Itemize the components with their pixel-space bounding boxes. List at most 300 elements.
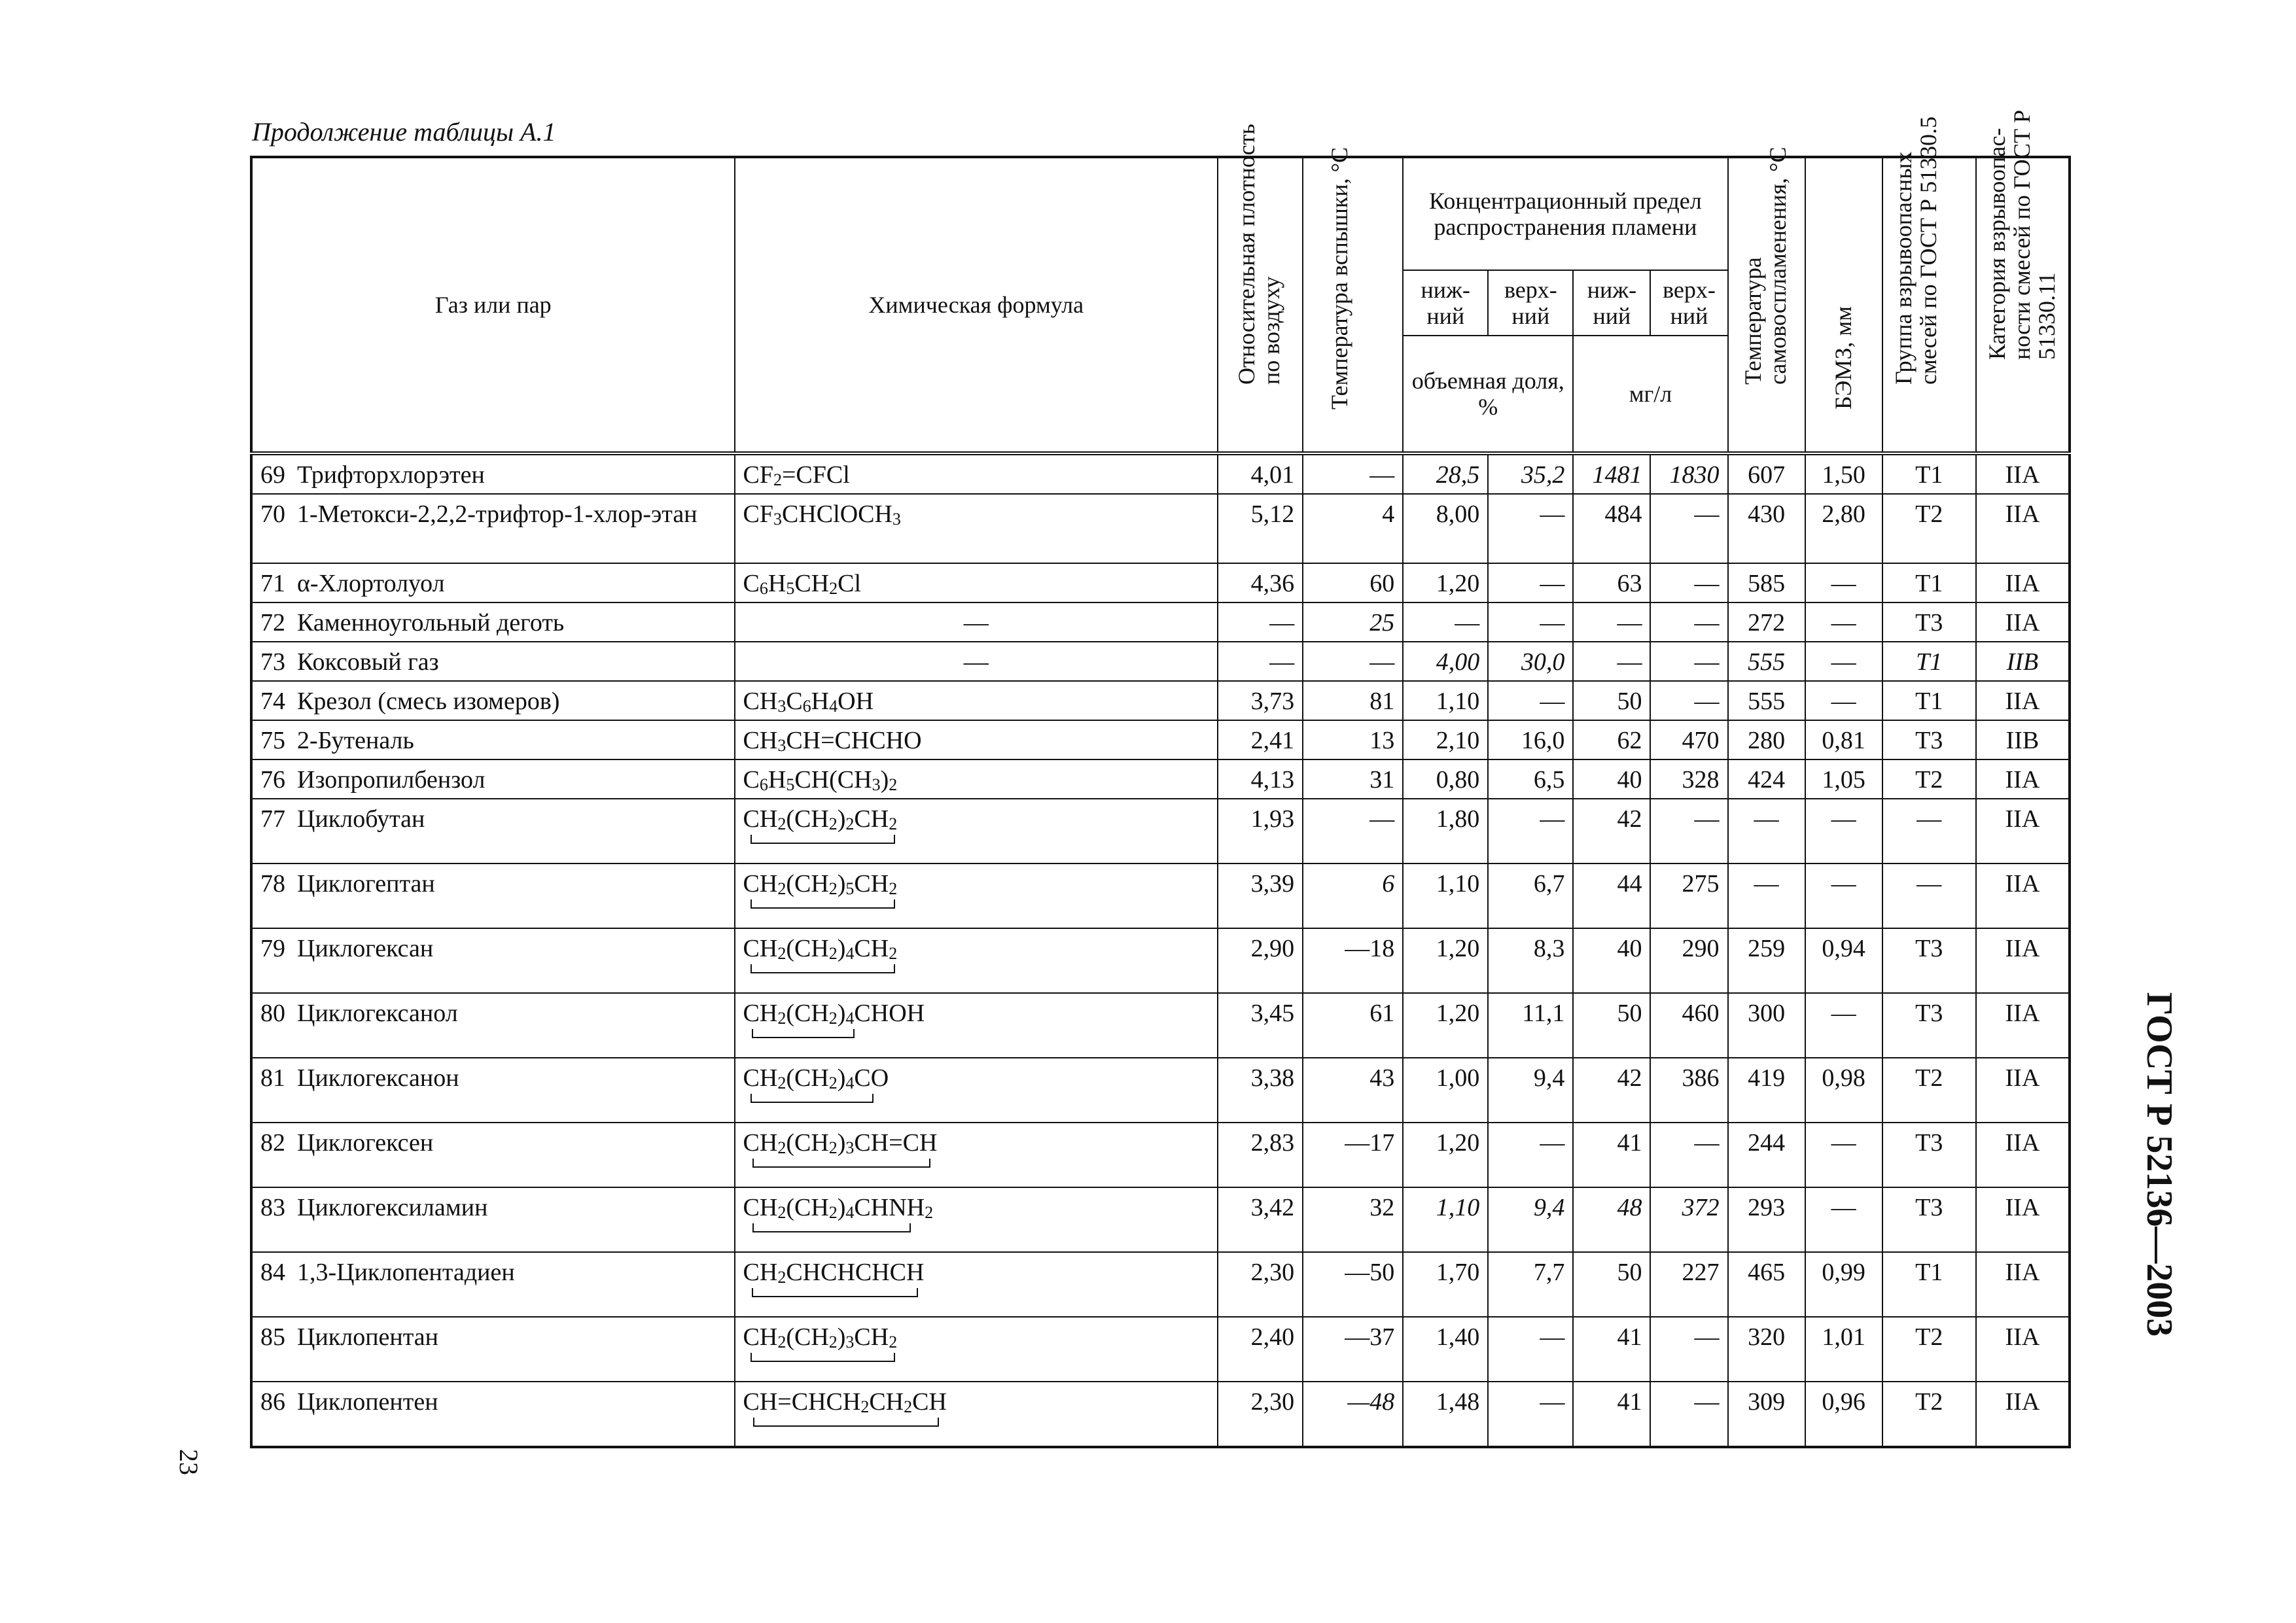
cell-autoignition: 430 bbox=[1728, 494, 1805, 563]
cell-autoignition: 272 bbox=[1728, 602, 1805, 642]
cell-lower-mgl: 50 bbox=[1573, 1252, 1650, 1317]
gas-name: Циклобутан bbox=[297, 805, 425, 833]
cell-autoignition: 585 bbox=[1728, 563, 1805, 602]
cell-autoignition: — bbox=[1728, 799, 1805, 864]
header-lower-mgl: ниж-ний bbox=[1573, 270, 1650, 336]
row-number: 81 bbox=[260, 1064, 285, 1092]
cell-group: T3 bbox=[1882, 1187, 1976, 1252]
cell-gas-name bbox=[251, 1187, 735, 1252]
gas-name: α-Хлортолуол bbox=[297, 570, 445, 597]
cell-category: IIA bbox=[1976, 453, 2070, 494]
cell-density: 2,83 bbox=[1218, 1123, 1303, 1187]
chemical-formula: $CF_3CHClOCH_3$ bbox=[743, 500, 901, 529]
cell-upper-mgl: — bbox=[1650, 563, 1727, 602]
cell-autoignition: 244 bbox=[1728, 1123, 1805, 1187]
gas-name: 2-Бутеналь bbox=[297, 727, 414, 754]
cell-formula bbox=[735, 1187, 1218, 1252]
chemical-formula: $CH_2(CH_2)_5CH_2$ bbox=[743, 869, 898, 898]
table-body bbox=[251, 453, 2070, 1447]
cell-bemz: — bbox=[1805, 864, 1882, 928]
cell-upper-vol: 9,4 bbox=[1488, 1187, 1573, 1252]
row-number: 80 bbox=[260, 1000, 285, 1027]
cell-upper-mgl: — bbox=[1650, 642, 1727, 681]
cell-lower-mgl: 48 bbox=[1573, 1187, 1650, 1252]
cell-flash-point: —17 bbox=[1303, 1123, 1403, 1187]
cell-gas-name bbox=[251, 681, 735, 720]
table-row bbox=[251, 993, 2070, 1058]
table-row bbox=[251, 681, 2070, 720]
cell-lower-mgl: 41 bbox=[1573, 1123, 1650, 1187]
ring-bracket bbox=[751, 964, 895, 973]
cell-formula bbox=[735, 1252, 1218, 1317]
cell-group: T2 bbox=[1882, 1317, 1976, 1382]
header-mg-per-l: мг/л bbox=[1573, 336, 1727, 453]
cell-lower-vol: 1,00 bbox=[1403, 1058, 1488, 1123]
cell-autoignition: 309 bbox=[1728, 1382, 1805, 1447]
page-number: 23 bbox=[174, 1449, 203, 1475]
cell-lower-mgl: 42 bbox=[1573, 1058, 1650, 1123]
cell-upper-vol: 6,7 bbox=[1488, 864, 1573, 928]
chemical-formula: $CH_2(CH_2)_3CH=CH$ bbox=[743, 1128, 938, 1157]
cell-upper-mgl: — bbox=[1650, 1382, 1727, 1447]
cell-upper-mgl: — bbox=[1650, 1123, 1727, 1187]
header-bemz: БЭМЗ, мм bbox=[1805, 157, 1882, 453]
cell-category: IIA bbox=[1976, 864, 2070, 928]
table-row bbox=[251, 1252, 2070, 1317]
cell-upper-vol: — bbox=[1488, 602, 1573, 642]
cell-upper-vol: — bbox=[1488, 563, 1573, 602]
cell-gas-name bbox=[251, 993, 735, 1058]
header-density: Относительная плотность по воздуху bbox=[1218, 157, 1303, 453]
cell-density: 3,73 bbox=[1218, 681, 1303, 720]
header-flame-limit: Концентрационный предел распространения пламени bbox=[1403, 157, 1727, 270]
gas-name: Циклопентен bbox=[297, 1388, 438, 1416]
chemical-formula: $CH_2(CH_2)_4CO$ bbox=[743, 1064, 889, 1092]
gas-name: Циклогексанон bbox=[297, 1064, 459, 1092]
cell-formula bbox=[735, 494, 1218, 563]
cell-gas-name bbox=[251, 720, 735, 759]
cell-upper-mgl: 275 bbox=[1650, 864, 1727, 928]
cell-autoignition: 293 bbox=[1728, 1187, 1805, 1252]
cell-upper-vol: — bbox=[1488, 681, 1573, 720]
cell-upper-vol: 16,0 bbox=[1488, 720, 1573, 759]
cell-lower-vol: 0,80 bbox=[1403, 759, 1488, 799]
cell-bemz: — bbox=[1805, 681, 1882, 720]
ring-bracket bbox=[751, 835, 895, 844]
cell-lower-vol: 1,10 bbox=[1403, 681, 1488, 720]
cell-density: 4,01 bbox=[1218, 453, 1303, 494]
cell-upper-mgl: 372 bbox=[1650, 1187, 1727, 1252]
cell-lower-mgl: — bbox=[1573, 642, 1650, 681]
cell-lower-vol: 2,10 bbox=[1403, 720, 1488, 759]
cell-group: T3 bbox=[1882, 602, 1976, 642]
cell-upper-mgl: 328 bbox=[1650, 759, 1727, 799]
cell-lower-mgl: 1481 bbox=[1573, 453, 1650, 494]
gas-name: Крезол (смесь изомеров) bbox=[297, 688, 560, 715]
cell-category: IIA bbox=[1976, 1382, 2070, 1447]
cell-upper-vol: — bbox=[1488, 1317, 1573, 1382]
cell-autoignition: 259 bbox=[1728, 928, 1805, 993]
cell-lower-vol: 1,48 bbox=[1403, 1382, 1488, 1447]
cell-formula: — bbox=[735, 642, 1218, 681]
cell-gas-name bbox=[251, 642, 735, 681]
cell-lower-vol: 28,5 bbox=[1403, 453, 1488, 494]
cell-formula bbox=[735, 720, 1218, 759]
cell-upper-vol: — bbox=[1488, 1123, 1573, 1187]
cell-flash-point: 32 bbox=[1303, 1187, 1403, 1252]
table-row bbox=[251, 799, 2070, 864]
chemical-formula: $CH_3C_6H_4OH$ bbox=[743, 688, 874, 716]
chemical-formula: $CH_2(CH_2)_3CH_2$ bbox=[743, 1323, 898, 1352]
cell-density: 2,30 bbox=[1218, 1382, 1303, 1447]
cell-flash-point: 60 bbox=[1303, 563, 1403, 602]
cell-group: T1 bbox=[1882, 681, 1976, 720]
cell-density: 2,90 bbox=[1218, 928, 1303, 993]
gas-name: Циклогексиламин bbox=[297, 1194, 488, 1221]
cell-upper-vol: — bbox=[1488, 1382, 1573, 1447]
cell-lower-mgl: 40 bbox=[1573, 759, 1650, 799]
row-number: 77 bbox=[260, 805, 285, 833]
cell-density: — bbox=[1218, 642, 1303, 681]
chemical-formula: $CH_2(CH_2)_4CH_2$ bbox=[743, 934, 898, 963]
cell-upper-mgl: 290 bbox=[1650, 928, 1727, 993]
cell-lower-vol: 1,70 bbox=[1403, 1252, 1488, 1317]
header-group: Группа взрывоопасных смесей по ГОСТ Р 51330.5 bbox=[1882, 157, 1976, 453]
standard-label: ГОСТ Р 52136—2003 bbox=[2139, 992, 2180, 1337]
gas-name: Циклогептан bbox=[297, 870, 435, 898]
cell-flash-point: 61 bbox=[1303, 993, 1403, 1058]
cell-flash-point: 4 bbox=[1303, 494, 1403, 563]
cell-density: 3,45 bbox=[1218, 993, 1303, 1058]
cell-upper-mgl: 470 bbox=[1650, 720, 1727, 759]
cell-group: T2 bbox=[1882, 1382, 1976, 1447]
cell-bemz: 2,80 bbox=[1805, 494, 1882, 563]
cell-autoignition: 555 bbox=[1728, 681, 1805, 720]
table-row bbox=[251, 1058, 2070, 1123]
cell-gas-name bbox=[251, 1382, 735, 1447]
cell-category: IIA bbox=[1976, 1187, 2070, 1252]
header-volume-fraction: объемная доля, % bbox=[1403, 336, 1573, 453]
header-upper-mgl: верх-ний bbox=[1650, 270, 1727, 336]
cell-category: IIA bbox=[1976, 1317, 2070, 1382]
cell-density: 2,40 bbox=[1218, 1317, 1303, 1382]
cell-lower-vol: 1,20 bbox=[1403, 1123, 1488, 1187]
cell-lower-mgl: 41 bbox=[1573, 1317, 1650, 1382]
cell-flash-point: 13 bbox=[1303, 720, 1403, 759]
cell-lower-vol: — bbox=[1403, 602, 1488, 642]
cell-lower-mgl: 63 bbox=[1573, 563, 1650, 602]
cell-upper-vol: 6,5 bbox=[1488, 759, 1573, 799]
chemical-formula: $CH_2(CH_2)_2CH_2$ bbox=[743, 805, 898, 833]
gas-name: Циклогексан bbox=[297, 935, 434, 962]
cell-lower-mgl: 62 bbox=[1573, 720, 1650, 759]
table-row bbox=[251, 720, 2070, 759]
cell-formula bbox=[735, 1382, 1218, 1447]
cell-flash-point: 43 bbox=[1303, 1058, 1403, 1123]
table-row bbox=[251, 642, 2070, 681]
header-category: Категория взрывоопас-ности смесей по ГОСТ Р 51330.11 bbox=[1976, 157, 2070, 453]
ring-bracket bbox=[751, 1094, 874, 1103]
cell-flash-point: — bbox=[1303, 799, 1403, 864]
cell-lower-vol: 1,40 bbox=[1403, 1317, 1488, 1382]
cell-lower-vol: 1,20 bbox=[1403, 993, 1488, 1058]
cell-flash-point: —18 bbox=[1303, 928, 1403, 993]
cell-gas-name bbox=[251, 1317, 735, 1382]
header-autoignition: Температура самовоспламенения, °С bbox=[1728, 157, 1805, 453]
cell-category: IIA bbox=[1976, 602, 2070, 642]
header-lower-vol: ниж-ний bbox=[1403, 270, 1488, 336]
cell-group: T1 bbox=[1882, 1252, 1976, 1317]
table-row bbox=[251, 759, 2070, 799]
gas-name: Изопропилбензол bbox=[297, 766, 486, 794]
cell-category: IIA bbox=[1976, 1252, 2070, 1317]
cell-upper-mgl: — bbox=[1650, 494, 1727, 563]
cell-upper-vol: 8,3 bbox=[1488, 928, 1573, 993]
ring-bracket bbox=[753, 1418, 939, 1427]
cell-density: 2,41 bbox=[1218, 720, 1303, 759]
cell-autoignition: 320 bbox=[1728, 1317, 1805, 1382]
cell-lower-vol: 1,20 bbox=[1403, 563, 1488, 602]
cell-category: IIA bbox=[1976, 928, 2070, 993]
cell-category: IIA bbox=[1976, 681, 2070, 720]
row-number: 78 bbox=[260, 870, 285, 898]
cell-autoignition: 300 bbox=[1728, 993, 1805, 1058]
cell-lower-mgl: 41 bbox=[1573, 1382, 1650, 1447]
cell-lower-vol: 1,80 bbox=[1403, 799, 1488, 864]
cell-upper-vol: 7,7 bbox=[1488, 1252, 1573, 1317]
chemical-formula: $CH_2(CH_2)_4CHOH$ bbox=[743, 999, 925, 1028]
cell-lower-mgl: — bbox=[1573, 602, 1650, 642]
cell-formula bbox=[735, 1058, 1218, 1123]
cell-flash-point: — bbox=[1303, 642, 1403, 681]
cell-group: T3 bbox=[1882, 720, 1976, 759]
cell-formula: — bbox=[735, 602, 1218, 642]
cell-gas-name bbox=[251, 1058, 735, 1123]
cell-flash-point: — bbox=[1303, 453, 1403, 494]
cell-bemz: 1,01 bbox=[1805, 1317, 1882, 1382]
cell-formula bbox=[735, 759, 1218, 799]
chemical-formula: $CH=CHCH_2CH_2CH$ bbox=[743, 1387, 947, 1416]
cell-upper-vol: — bbox=[1488, 799, 1573, 864]
cell-bemz: — bbox=[1805, 642, 1882, 681]
cell-group: T1 bbox=[1882, 453, 1976, 494]
cell-formula bbox=[735, 453, 1218, 494]
cell-autoignition: 280 bbox=[1728, 720, 1805, 759]
gas-name: Циклопентан bbox=[297, 1323, 439, 1351]
cell-bemz: 0,99 bbox=[1805, 1252, 1882, 1317]
row-number: 72 bbox=[260, 609, 285, 637]
cell-formula bbox=[735, 993, 1218, 1058]
cell-group: T2 bbox=[1882, 759, 1976, 799]
cell-upper-vol: — bbox=[1488, 494, 1573, 563]
cell-density: 3,39 bbox=[1218, 864, 1303, 928]
cell-autoignition: 607 bbox=[1728, 453, 1805, 494]
cell-flash-point: 31 bbox=[1303, 759, 1403, 799]
cell-upper-mgl: — bbox=[1650, 799, 1727, 864]
cell-lower-vol: 8,00 bbox=[1403, 494, 1488, 563]
cell-formula bbox=[735, 864, 1218, 928]
chemical-formula: $CF_2=CFCl$ bbox=[743, 461, 850, 489]
cell-lower-mgl: 484 bbox=[1573, 494, 1650, 563]
cell-bemz: — bbox=[1805, 1187, 1882, 1252]
cell-category: IIA bbox=[1976, 759, 2070, 799]
cell-gas-name bbox=[251, 799, 735, 864]
cell-upper-mgl: 1830 bbox=[1650, 453, 1727, 494]
cell-upper-vol: 11,1 bbox=[1488, 993, 1573, 1058]
cell-gas-name bbox=[251, 864, 735, 928]
cell-upper-mgl: 460 bbox=[1650, 993, 1727, 1058]
chemical-formula: $CH_3CH=CHCHO$ bbox=[743, 727, 922, 755]
cell-lower-vol: 4,00 bbox=[1403, 642, 1488, 681]
chemical-formula: $C_6H_5CH_2Cl$ bbox=[743, 570, 862, 598]
cell-upper-mgl: — bbox=[1650, 1317, 1727, 1382]
header-flash-point: Температура вспышки, °С bbox=[1303, 157, 1403, 453]
cell-lower-mgl: 50 bbox=[1573, 681, 1650, 720]
cell-category: IIA bbox=[1976, 494, 2070, 563]
gas-name: Трифторхлорэтен bbox=[297, 461, 485, 489]
cell-upper-vol: 30,0 bbox=[1488, 642, 1573, 681]
cell-density: 1,93 bbox=[1218, 799, 1303, 864]
chemical-formula: $C_6H_5CH(CH_3)_2$ bbox=[743, 766, 898, 794]
cell-gas-name bbox=[251, 494, 735, 563]
gas-name: Коксовый газ bbox=[297, 648, 439, 676]
cell-upper-vol: 9,4 bbox=[1488, 1058, 1573, 1123]
cell-bemz: — bbox=[1805, 1123, 1882, 1187]
cell-density: 4,36 bbox=[1218, 563, 1303, 602]
cell-group: T3 bbox=[1882, 1123, 1976, 1187]
row-number: 75 bbox=[260, 727, 285, 754]
cell-density: 3,38 bbox=[1218, 1058, 1303, 1123]
cell-bemz: 0,94 bbox=[1805, 928, 1882, 993]
cell-flash-point: 25 bbox=[1303, 602, 1403, 642]
cell-flash-point: —48 bbox=[1303, 1382, 1403, 1447]
ring-bracket bbox=[751, 1353, 895, 1362]
cell-formula bbox=[735, 563, 1218, 602]
gas-name: 1-Метокси-2,2,2-трифтор-1-хлор-этан bbox=[297, 500, 698, 528]
cell-group: T1 bbox=[1882, 563, 1976, 602]
cell-autoignition: — bbox=[1728, 864, 1805, 928]
table-row bbox=[251, 1317, 2070, 1382]
gas-name: Каменноугольный деготь bbox=[297, 609, 565, 637]
cell-lower-vol: 1,10 bbox=[1403, 1187, 1488, 1252]
chemical-formula: $CH_2CHCHCHCH$ bbox=[743, 1258, 925, 1287]
ring-bracket bbox=[752, 1159, 930, 1168]
cell-upper-mgl: 227 bbox=[1650, 1252, 1727, 1317]
cell-group: — bbox=[1882, 799, 1976, 864]
header-upper-vol: верх-ний bbox=[1488, 270, 1573, 336]
row-number: 83 bbox=[260, 1194, 285, 1221]
cell-density: 4,13 bbox=[1218, 759, 1303, 799]
cell-upper-mgl: — bbox=[1650, 681, 1727, 720]
cell-category: IIB bbox=[1976, 642, 2070, 681]
gas-name: Циклогексанол bbox=[297, 1000, 458, 1027]
cell-bemz: — bbox=[1805, 799, 1882, 864]
row-number: 85 bbox=[260, 1323, 285, 1351]
table-row bbox=[251, 563, 2070, 602]
cell-formula bbox=[735, 799, 1218, 864]
cell-category: IIA bbox=[1976, 993, 2070, 1058]
cell-group: T3 bbox=[1882, 993, 1976, 1058]
cell-gas-name bbox=[251, 453, 735, 494]
table-row bbox=[251, 1123, 2070, 1187]
cell-bemz: 0,96 bbox=[1805, 1382, 1882, 1447]
ring-bracket bbox=[751, 899, 895, 909]
row-number: 69 bbox=[260, 461, 285, 489]
cell-formula bbox=[735, 928, 1218, 993]
cell-group: T1 bbox=[1882, 642, 1976, 681]
cell-upper-mgl: — bbox=[1650, 602, 1727, 642]
cell-gas-name bbox=[251, 602, 735, 642]
table-row bbox=[251, 1187, 2070, 1252]
cell-bemz: 1,50 bbox=[1805, 453, 1882, 494]
cell-gas-name bbox=[251, 759, 735, 799]
cell-lower-mgl: 42 bbox=[1573, 799, 1650, 864]
table-row bbox=[251, 1382, 2070, 1447]
cell-lower-mgl: 40 bbox=[1573, 928, 1650, 993]
cell-lower-vol: 1,10 bbox=[1403, 864, 1488, 928]
cell-group: T2 bbox=[1882, 494, 1976, 563]
cell-flash-point: —37 bbox=[1303, 1317, 1403, 1382]
row-number: 82 bbox=[260, 1129, 285, 1157]
cell-density: — bbox=[1218, 602, 1303, 642]
cell-category: IIA bbox=[1976, 1123, 2070, 1187]
cell-upper-vol: 35,2 bbox=[1488, 453, 1573, 494]
cell-autoignition: 419 bbox=[1728, 1058, 1805, 1123]
cell-group: — bbox=[1882, 864, 1976, 928]
cell-category: IIA bbox=[1976, 1058, 2070, 1123]
table-row bbox=[251, 928, 2070, 993]
cell-category: IIB bbox=[1976, 720, 2070, 759]
cell-density: 5,12 bbox=[1218, 494, 1303, 563]
row-number: 73 bbox=[260, 648, 285, 676]
cell-gas-name bbox=[251, 563, 735, 602]
gas-name: Циклогексен bbox=[297, 1129, 434, 1157]
ring-bracket bbox=[752, 1288, 917, 1297]
header-gas: Газ или пар bbox=[251, 157, 735, 453]
row-number: 86 bbox=[260, 1388, 285, 1416]
cell-group: T2 bbox=[1882, 1058, 1976, 1123]
cell-lower-vol: 1,20 bbox=[1403, 928, 1488, 993]
cell-density: 3,42 bbox=[1218, 1187, 1303, 1252]
table-row bbox=[251, 494, 2070, 563]
cell-formula bbox=[735, 1317, 1218, 1382]
table-row bbox=[251, 864, 2070, 928]
cell-formula bbox=[735, 681, 1218, 720]
cell-gas-name bbox=[251, 1123, 735, 1187]
cell-bemz: — bbox=[1805, 993, 1882, 1058]
cell-flash-point: 6 bbox=[1303, 864, 1403, 928]
cell-gas-name bbox=[251, 1252, 735, 1317]
row-number: 76 bbox=[260, 766, 285, 794]
row-number: 84 bbox=[260, 1259, 285, 1286]
cell-bemz: — bbox=[1805, 563, 1882, 602]
table-row bbox=[251, 602, 2070, 642]
cell-bemz: 1,05 bbox=[1805, 759, 1882, 799]
cell-flash-point: —50 bbox=[1303, 1252, 1403, 1317]
cell-bemz: 0,98 bbox=[1805, 1058, 1882, 1123]
cell-bemz: — bbox=[1805, 602, 1882, 642]
cell-autoignition: 424 bbox=[1728, 759, 1805, 799]
row-number: 74 bbox=[260, 688, 285, 715]
row-number: 79 bbox=[260, 935, 285, 962]
cell-density: 2,30 bbox=[1218, 1252, 1303, 1317]
ring-bracket bbox=[752, 1223, 911, 1232]
gas-name: 1,3-Циклопентадиен bbox=[297, 1259, 515, 1286]
cell-group: T3 bbox=[1882, 928, 1976, 993]
row-number: 70 bbox=[260, 500, 285, 528]
header-formula: Химическая формула bbox=[735, 157, 1218, 453]
chemical-formula: $CH_2(CH_2)_4CHNH_2$ bbox=[743, 1193, 934, 1222]
